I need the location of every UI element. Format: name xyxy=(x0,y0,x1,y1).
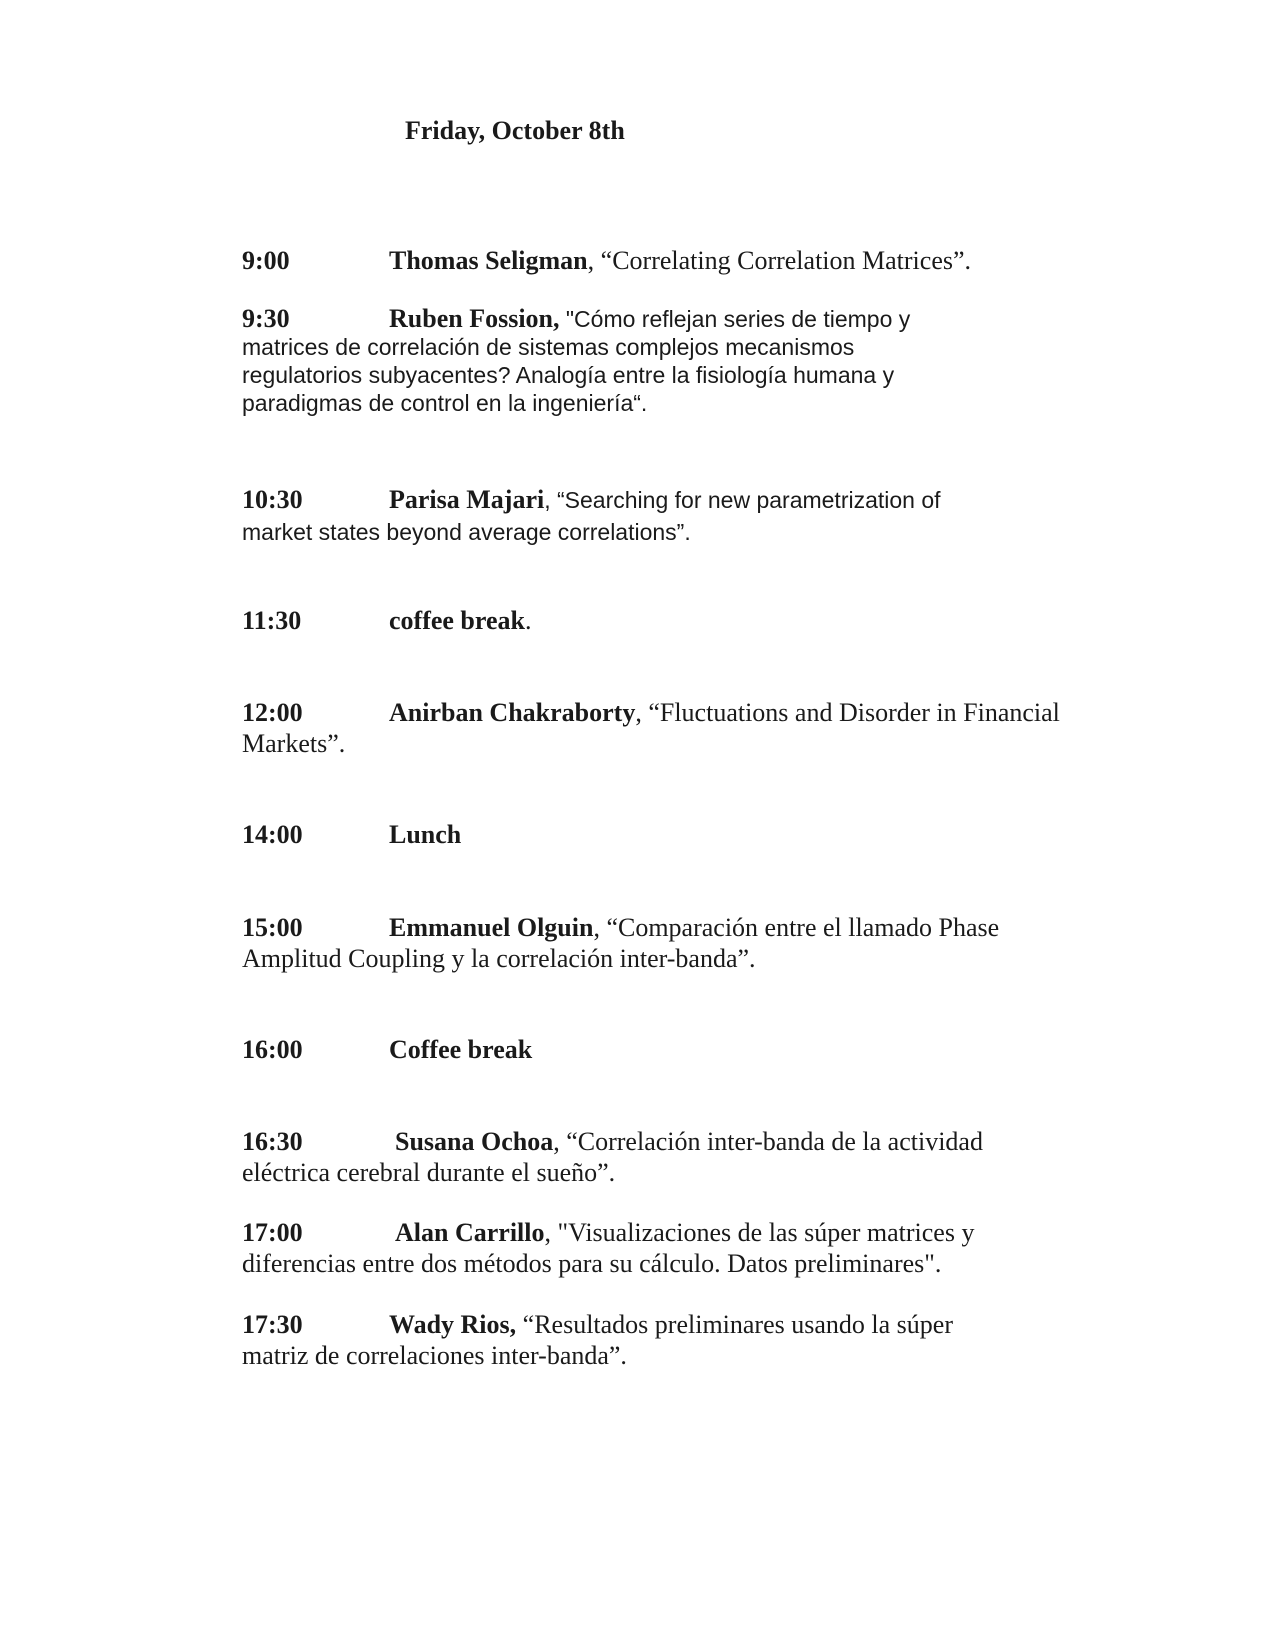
entry-speaker: Anirban Chakraborty xyxy=(389,698,636,727)
schedule-entry-1400 xyxy=(242,819,1102,850)
entry-speaker: Alan Carrillo xyxy=(395,1218,545,1247)
entry-text: , “Correlating Correlation Matrices”. xyxy=(587,246,972,275)
schedule-entry-1130 xyxy=(242,605,1102,636)
entry-time: 10:30 xyxy=(242,485,303,514)
entry-time: 12:00 xyxy=(242,698,303,727)
entry-speaker: Ruben Fossion, xyxy=(389,304,560,333)
entry-speaker: Wady Rios, xyxy=(389,1310,517,1339)
entry-time: 9:30 xyxy=(242,304,290,333)
entry-text: . xyxy=(524,606,532,635)
entry-text: , “Correlación inter-banda de la actividad eléctrica cerebral durante el sueño”. xyxy=(242,1127,983,1187)
entry-speaker: Coffee break xyxy=(389,1035,533,1064)
entry-speaker: Emmanuel Olguin xyxy=(389,913,594,942)
entry-text: "Cómo reflejan series de tiempo y matrices de correlación de sistemas complejos mecanismos regulatorios subyacentes? Analogía entre la fisiología humana y paradigmas de control en la ingeniería“. xyxy=(242,306,911,416)
entry-time: 17:30 xyxy=(242,1310,303,1339)
entry-text: , “Fluctuations and Disorder in Financial Markets”. xyxy=(242,698,1060,758)
entry-text: , "Visualizaciones de las súper matrices y diferencias entre dos métodos para su cálculo. Datos preliminares". xyxy=(242,1218,975,1278)
entry-text: , “Searching for new parametrization of market states beyond average correlations”. xyxy=(242,487,941,545)
entry-text: , “Comparación entre el llamado Phase Amplitud Coupling y la correlación inter-banda”. xyxy=(242,913,1000,973)
schedule-entry-1730 xyxy=(242,1309,997,1371)
schedule-entry-0900 xyxy=(242,245,1022,276)
entry-time: 14:00 xyxy=(242,820,303,849)
entry-speaker: Thomas Seligman xyxy=(389,246,588,275)
schedule-entry-1630 xyxy=(242,1126,1017,1188)
entry-time: 16:30 xyxy=(242,1127,303,1156)
entry-speaker: coffee break xyxy=(389,606,525,635)
page-title: Friday, October 8th xyxy=(405,116,625,145)
entry-speaker: Susana Ochoa xyxy=(395,1127,554,1156)
entry-time: 16:00 xyxy=(242,1035,303,1064)
entry-time: 15:00 xyxy=(242,913,303,942)
schedule-entry-1500 xyxy=(242,912,1032,974)
schedule-entry-1600 xyxy=(242,1034,1102,1065)
entry-text: “Resultados preliminares usando la súper matriz de correlaciones inter-banda”. xyxy=(242,1310,953,1370)
entry-time: 17:00 xyxy=(242,1218,303,1247)
entry-time: 11:30 xyxy=(242,606,302,635)
schedule-entry-0930 xyxy=(242,305,942,417)
entry-time: 9:00 xyxy=(242,246,290,275)
schedule-entry-1030 xyxy=(242,484,977,548)
entry-speaker: Lunch xyxy=(389,820,462,849)
schedule-entry-1200 xyxy=(242,697,1082,759)
entry-speaker: Parisa Majari xyxy=(389,485,545,514)
schedule-entry-1700 xyxy=(242,1217,1007,1279)
